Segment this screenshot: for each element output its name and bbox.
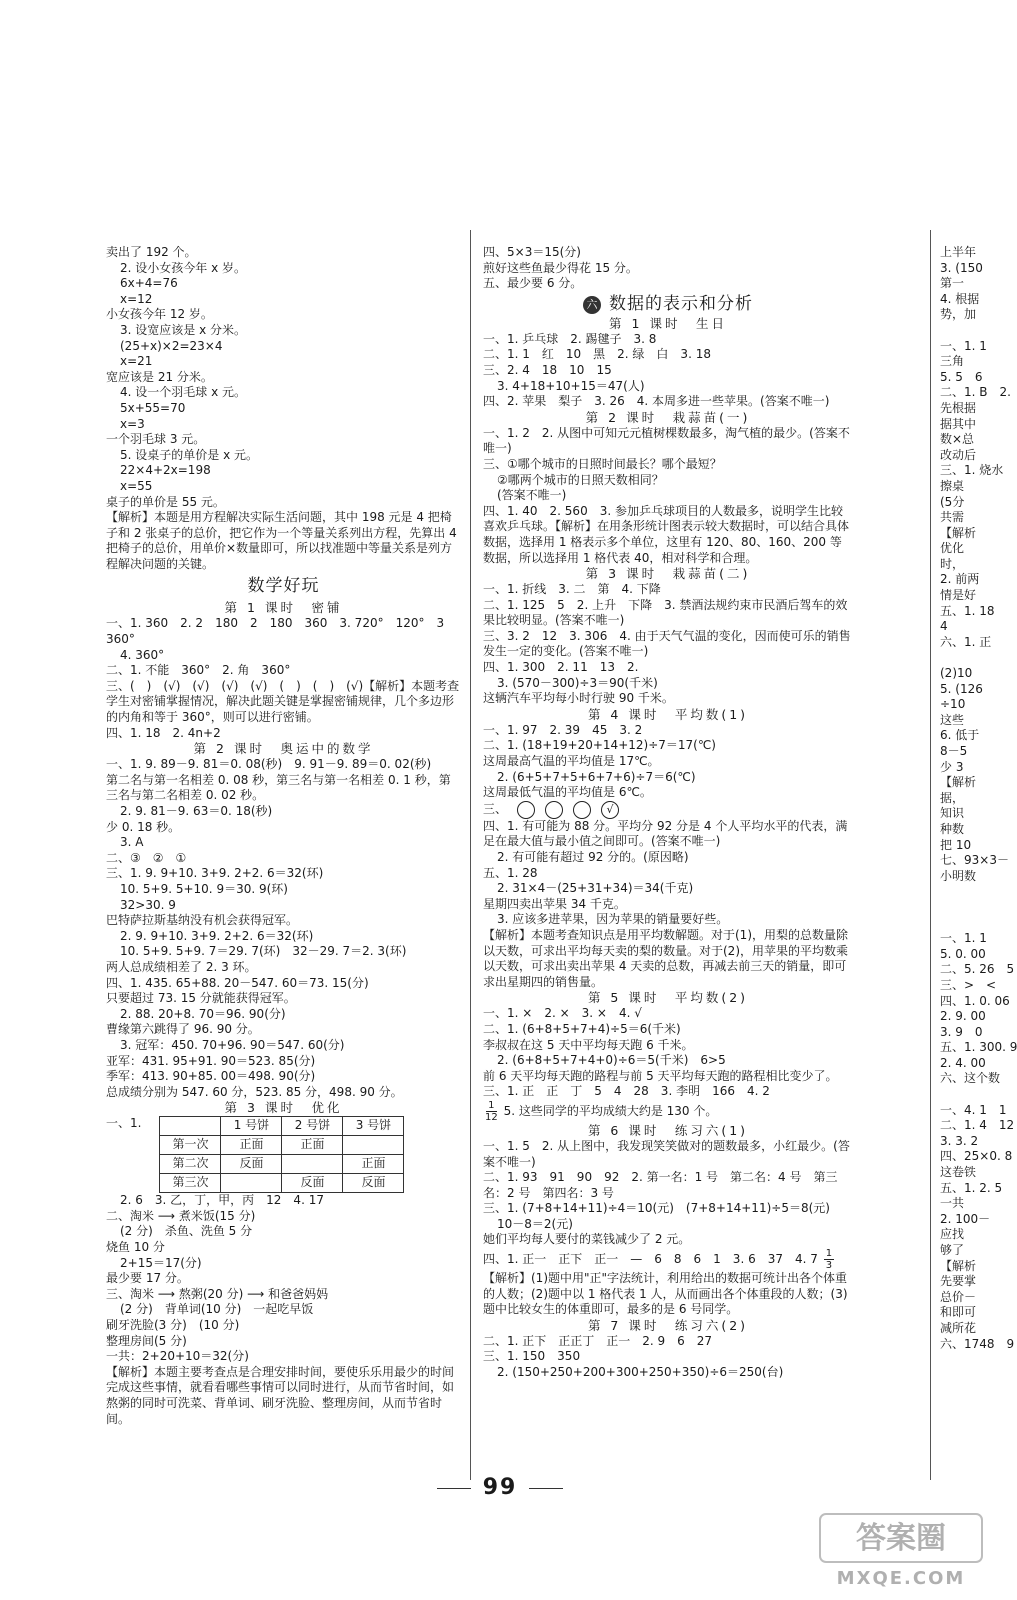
table-cell bbox=[160, 1117, 221, 1136]
text-line: x=21 bbox=[120, 354, 153, 369]
text-line: 四、1. 40 2. 560 3. 参加乒乓球项目的人数最多，说明学生比较喜欢乒乓球。【解析】在用条形统计图表示较大数据时，可以结合具体数据，选择用 1 格表示多个单位，这里有 120、80、160、200 等数据，所以选择用 1 格代表 40，相对科学和合理。 bbox=[483, 503, 850, 565]
text-line: 这周最高气温的平均值是 17℃。 bbox=[483, 754, 660, 769]
text-line: 2. 9. 81－9. 63＝0. 18(秒) bbox=[120, 804, 273, 818]
text-line: 三、> < bbox=[940, 977, 997, 992]
table-cell: 正面 bbox=[282, 1136, 343, 1155]
text-line: 4 bbox=[940, 619, 948, 634]
page-number-value: 99 bbox=[482, 1475, 518, 1500]
unit-title: 数据的表示和分析 bbox=[609, 293, 753, 314]
tally-line-text: 四、1. 正一 正下 正一 — 6 8 6 1 3. 6 37 4. 7 bbox=[483, 1252, 818, 1267]
text-line: 二、③ ② ① bbox=[106, 850, 187, 865]
text-line: 煎好这些鱼最少得花 15 分。 bbox=[483, 260, 638, 275]
text-line: 星期四卖出苹果 34 千克。 bbox=[483, 896, 626, 911]
text-line: 少 0. 18 秒。 bbox=[106, 819, 181, 834]
text-line: 五、1. 28 bbox=[483, 865, 538, 880]
text-line: 时， bbox=[940, 556, 965, 571]
text-line: 一、1. × 2. × 3. × 4. √ bbox=[483, 1006, 642, 1021]
text-line: 第一 bbox=[940, 276, 965, 291]
middle-block-average-1-rest bbox=[483, 819, 853, 991]
text-line: 最少要 17 分。 bbox=[106, 1271, 189, 1286]
lesson-title-optimization: 第 3 课时 优化 bbox=[224, 1100, 343, 1116]
text-line: 三、1. (7+8+14+11)÷4＝10(元) (7+8+14+11)÷5＝8(元) bbox=[483, 1201, 830, 1216]
text-line: ÷10 bbox=[940, 697, 966, 712]
middle-block-average-1 bbox=[483, 723, 853, 801]
text-line: 2. 6 3. 乙，丁，甲，丙 12 4. 17 bbox=[120, 1193, 324, 1208]
lesson-title-average-2: 第 5 课时 平均数(2) bbox=[587, 990, 749, 1006]
text-line: 5x+55=70 bbox=[120, 400, 186, 415]
text-line: 4. 360° bbox=[120, 647, 165, 662]
text-line: 2. 100－ bbox=[940, 1211, 991, 1226]
table-cell: 反面 bbox=[221, 1155, 282, 1174]
coin-flip-table bbox=[159, 1116, 404, 1193]
text-line: 四、2. 苹果 梨子 3. 26 4. 本周多进一些苹果。(答案不唯一) bbox=[483, 394, 830, 409]
text-line: 2. 前两 bbox=[940, 572, 980, 587]
table-cell: 正面 bbox=[221, 1136, 282, 1155]
text-line: 5. (126 bbox=[940, 681, 983, 696]
text-line: 一、1. 折线 3. 二 第 4. 下降 bbox=[483, 582, 661, 597]
text-line: ②哪两个城市的日照天数相同？ bbox=[497, 472, 664, 487]
text-line: 六、1748 9 bbox=[940, 1336, 1015, 1351]
middle-block-intro bbox=[483, 245, 853, 292]
text-line: 共需 bbox=[940, 510, 965, 525]
text-line: 5. 0. 00 bbox=[940, 946, 986, 961]
text-line: 优化 bbox=[940, 541, 965, 556]
text-line: 季军：413. 90+85. 00＝498. 90(分) bbox=[106, 1069, 316, 1084]
text-line: 22×4+2x=198 bbox=[120, 463, 211, 478]
text-line: 七、93×3－ bbox=[940, 853, 1009, 868]
text-line: 这辆汽车平均每小时行驶 90 千米。 bbox=[483, 691, 674, 706]
middle-block-garlic-2 bbox=[483, 582, 853, 707]
text-line: 【解析 bbox=[940, 525, 977, 540]
text-line: 二、淘米 ⟶ 煮米饭(15 分) bbox=[106, 1208, 256, 1223]
table-cell: 3 号饼 bbox=[343, 1117, 404, 1136]
table-row bbox=[160, 1174, 404, 1193]
lesson-title-tessellation: 第 1 课时 密铺 bbox=[224, 600, 343, 616]
text-line: 小女孩今年 12 岁。 bbox=[106, 307, 213, 322]
table-cell: 1 号饼 bbox=[221, 1117, 282, 1136]
text-line bbox=[940, 884, 1000, 900]
text-line: 2. 有可能有超过 92 分的。(原因略) bbox=[497, 850, 689, 864]
left-column bbox=[106, 245, 461, 1427]
text-line: 2. 88. 20+8. 70＝96. 90(分) bbox=[120, 1006, 286, 1021]
text-line: 一、1. 360 2. 2 180 2 180 360 3. 720° 120° 3 360° bbox=[106, 616, 457, 647]
text-line: 三、1. 烧水 bbox=[940, 463, 1004, 478]
text-line: x=12 bbox=[120, 291, 153, 306]
text-line: 一、4. 1 1 bbox=[940, 1102, 1007, 1117]
text-line: 三、淘米 ⟶ 熬粥(20 分) ⟶ 和爸爸妈妈 bbox=[106, 1286, 329, 1301]
answer-circles bbox=[483, 801, 853, 819]
text-line: 三、2. 4 18 10 15 bbox=[483, 362, 612, 377]
text-line: 四、1. 0. 06 bbox=[940, 993, 1010, 1008]
text-line: (25+x)×2=23×4 bbox=[120, 338, 223, 353]
text-line: 应找 bbox=[940, 1227, 965, 1242]
fraction-line-text: 5. 这些同学的平均成绩大约是 130 个。 bbox=[503, 1103, 718, 1118]
right-column-cropped bbox=[940, 245, 1017, 1352]
text-line: 李叔叔在这 5 天中平均每天跑 6 千米。 bbox=[483, 1037, 694, 1052]
text-line: 四、1. 有可能为 88 分。平均分 92 分是 4 个人平均水平的代表，满足在最大值与最小值之间即可。(答案不唯一) bbox=[483, 818, 848, 849]
page-number bbox=[0, 1475, 1000, 1500]
fraction bbox=[824, 1248, 834, 1271]
text-line: (2)10 bbox=[940, 666, 973, 681]
text-line: 擦桌 bbox=[940, 478, 965, 493]
table-row bbox=[160, 1117, 404, 1136]
lesson-title-practice-2: 第 7 课时 练习六(2) bbox=[587, 1317, 749, 1333]
middle-block-birthday bbox=[483, 332, 853, 410]
text-line: 三、①哪个城市的日照时间最长？哪个最短？ bbox=[483, 456, 722, 471]
text-line: 一、1. 1 bbox=[940, 338, 987, 353]
text-line: 【解析】本题是用方程解决实际生活问题，其中 198 元是 4 把椅子和 2 张桌子的总价，把它作为一个等量关系列出方程，先算出 4 把椅子的总价，用单价×数量即可，所以找准题中等量关系是列方程解决问题的关键。 bbox=[106, 510, 457, 571]
text-line: 六、这个数 bbox=[940, 1071, 1001, 1086]
table-row bbox=[160, 1155, 404, 1174]
table-cell: 反面 bbox=[343, 1174, 404, 1193]
answer-circle-checked: √ bbox=[601, 801, 619, 819]
text-line: 6x+4=76 bbox=[120, 276, 178, 291]
middle-block-garlic-1 bbox=[483, 426, 853, 566]
text-line: 10－8＝2(元) bbox=[497, 1216, 573, 1231]
text-line: 她们平均每人要付的菜钱减少了 2 元。 bbox=[483, 1232, 691, 1247]
text-line: 卖出了 192 个。 bbox=[106, 245, 197, 259]
lesson-title-practice-1: 第 6 课时 练习六(1) bbox=[587, 1122, 749, 1138]
text-line: 2. 9. 9+10. 3+9. 2+2. 6＝32(环) bbox=[120, 928, 314, 943]
text-line: 把 10 bbox=[940, 837, 972, 852]
unit-header bbox=[483, 293, 853, 314]
text-line: 三角 bbox=[940, 354, 965, 369]
text-line: 10. 5+9. 5+10. 9＝30. 9(环) bbox=[120, 881, 288, 896]
text-line: 10. 5+9. 5+9. 7＝29. 7(环) 32－29. 7＝2. 3(环) bbox=[120, 944, 407, 959]
text-line: 先根据 bbox=[940, 400, 977, 415]
table-cell bbox=[282, 1155, 343, 1174]
text-line: (2 分) 杀鱼、洗鱼 5 分 bbox=[120, 1224, 253, 1239]
text-line: 三、1. 正 正 丁 5 4 28 3. 李明 166 4. 2 bbox=[483, 1084, 770, 1099]
text-line: 3. 冠军：450. 70+96. 90＝547. 60(分) bbox=[120, 1037, 345, 1052]
text-line: 知识 bbox=[940, 806, 965, 821]
text-line: 五、1. 18 bbox=[940, 603, 995, 618]
middle-column bbox=[483, 245, 853, 1381]
text-line: 5. 设桌子的单价是 x 元。 bbox=[120, 447, 258, 462]
text-line: 小明数 bbox=[940, 868, 977, 883]
fraction-denominator: 3 bbox=[825, 1260, 833, 1272]
text-line: 【解析】本题考查知识点是用平均数解题。对于(1)，用梨的总数量除以天数，可求出平均每天卖的梨的数量。对于(2)，用苹果的平均数乘以天数，可求出卖出苹果 4 天卖的总数，再减去前三天的销量，即可求出星期四的销售量。 bbox=[483, 927, 849, 989]
text-line: 四、1. 18 2. 4n+2 bbox=[106, 725, 221, 740]
text-line: 这周最低气温的平均值是 6℃。 bbox=[483, 785, 652, 800]
text-line: 四、25×0. 8 bbox=[940, 1149, 1013, 1164]
answer-circle bbox=[545, 801, 563, 819]
text-line: 3. 设宽应该是 x 分米。 bbox=[120, 322, 246, 337]
text-line: 三、3. 2 12 3. 306 4. 由于天气气温的变化，因而使可乐的销售发生一定的变化。(答案不唯一) bbox=[483, 628, 851, 659]
coin-table-wrap bbox=[106, 1116, 461, 1193]
text-line: 2+15＝17(分) bbox=[120, 1255, 202, 1270]
text-line: 3. A bbox=[120, 835, 144, 850]
fraction-numerator: 1 bbox=[488, 1099, 495, 1111]
tally-line bbox=[483, 1248, 853, 1271]
text-line: 5. 5 6 bbox=[940, 369, 983, 384]
text-line: 二、1. 不能 360° 2. 角 360° bbox=[106, 663, 291, 678]
text-line: 这些 bbox=[940, 712, 965, 727]
lesson-title-garlic-2: 第 3 课时 栽蒜苗(二) bbox=[585, 566, 751, 582]
text-line: 一、1. 5 2. 从上图中，我发现笑笑做对的题数最多，小红最少。(答案不唯一) bbox=[483, 1138, 850, 1169]
middle-block-average-2 bbox=[483, 1006, 853, 1100]
text-line: 2. 设小女孩今年 x 岁。 bbox=[120, 260, 246, 275]
text-line: 烧鱼 10 分 bbox=[106, 1240, 165, 1255]
table-cell: 2 号饼 bbox=[282, 1117, 343, 1136]
middle-block-practice-1-analysis bbox=[483, 1271, 853, 1318]
text-line: 二、1. (6+8+5+7+4)÷5＝6(千米) bbox=[483, 1021, 681, 1036]
text-line: 二、1. B 2. bbox=[940, 385, 1011, 400]
text-line: 一个羽毛球 3 元。 bbox=[106, 432, 206, 447]
text-line: 四、1. 435. 65+88. 20－547. 60＝73. 15(分) bbox=[106, 975, 369, 990]
answer-circle bbox=[517, 801, 535, 819]
watermark-text: 答案圈 bbox=[856, 1521, 946, 1556]
text-line: 32>30. 9 bbox=[120, 897, 176, 912]
text-line: 2. (150+250+200+300+250+350)÷6＝250(台) bbox=[497, 1365, 784, 1380]
table-cell bbox=[221, 1174, 282, 1193]
text-line: 数×总 bbox=[940, 432, 975, 447]
text-line: 二、1. 1 红 10 黑 2. 绿 白 3. 18 bbox=[483, 347, 711, 362]
text-line: 2. 9. 00 bbox=[940, 1009, 986, 1024]
text-line: x=3 bbox=[120, 416, 145, 431]
text-line: 2. 31×4－(25+31+34)＝34(千克) bbox=[497, 881, 694, 896]
text-line: 2. (6+8+5+7+4+0)÷6＝5(千米) 6>5 bbox=[497, 1053, 726, 1068]
text-line: 4. 设一个羽毛球 x 元。 bbox=[120, 385, 246, 400]
text-line: x=55 bbox=[120, 478, 153, 493]
table-cell: 反面 bbox=[282, 1174, 343, 1193]
middle-block-practice-2 bbox=[483, 1334, 853, 1381]
text-line: 3. 应该多进苹果，因为苹果的销量要好些。 bbox=[497, 912, 729, 927]
lesson-title-olympics: 第 2 课时 奥运中的数学 bbox=[193, 741, 374, 757]
text-line bbox=[940, 1087, 1000, 1103]
section-title-math-fun: 数学好玩 bbox=[247, 576, 320, 597]
left-block-time-planning bbox=[106, 1193, 461, 1427]
text-line: 【解析】(1)题中用"正"字法统计，利用给出的数据可统计出各个体重的人数；(2)题中以 1 格代表 1 人，从而画出各个体重段的人数；(3)题中比较女生的体重即可，最多的是 6 号同学。 bbox=[483, 1271, 848, 1317]
text-line: 亚军：431. 95+91. 90＝523. 85(分) bbox=[106, 1053, 316, 1068]
left-block-olympics bbox=[106, 757, 461, 1100]
text-line: 二、1. 125 5 2. 上升 下降 3. 禁酒法规约束市民酒后驾车的效果比较明显。(答案不唯一) bbox=[483, 597, 848, 628]
text-line: 总价－ bbox=[940, 1289, 977, 1304]
text-line: 二、1. 4 12 bbox=[940, 1118, 1015, 1133]
text-line: 刷牙洗脸(3 分) (10 分) bbox=[106, 1318, 240, 1333]
text-line: 4. 根据 bbox=[940, 291, 980, 306]
text-line: 一、1. 2 2. 从图中可知元元植树棵数最多，淘气植的最少。(答案不唯一) bbox=[483, 425, 850, 456]
text-line: 减所花 bbox=[940, 1320, 977, 1335]
right-block bbox=[940, 245, 1017, 1352]
column-divider bbox=[930, 230, 931, 1480]
text-line: 2. (6+5+7+5+6+7+6)÷7＝6(℃) bbox=[497, 769, 696, 784]
text-line: 上半年 bbox=[940, 245, 977, 259]
text-line bbox=[940, 323, 1000, 339]
text-line: 桌子的单价是 55 元。 bbox=[106, 494, 225, 509]
text-line: (2 分) 背单词(10 分) 一起吃早饭 bbox=[120, 1302, 314, 1317]
page-number-dash bbox=[437, 1488, 471, 1489]
text-line: 五、1. 300. 9 bbox=[940, 1040, 1017, 1055]
text-line: 三、1. 150 350 bbox=[483, 1349, 581, 1364]
text-line: 够了 bbox=[940, 1243, 965, 1257]
text-line: 四、5×3＝15(分) bbox=[483, 245, 581, 259]
text-line: 【解析】本题主要考查点是合理安排时间，要使乐乐用最少的时间完成这些事情，就看看哪些事情可以同时进行，从而节省时间，如熬粥的同时可洗菜、背单词、刷牙洗脸、整理房间，从而节省时间。 bbox=[106, 1364, 455, 1426]
text-line: 二、5. 26 5 bbox=[940, 962, 1015, 977]
answer-circle bbox=[573, 801, 591, 819]
text-line: 一、1. 乒乓球 2. 踢毽子 3. 8 bbox=[483, 331, 657, 346]
page-number-dash bbox=[529, 1488, 563, 1489]
middle-block-practice-1 bbox=[483, 1139, 853, 1248]
text-line: 曹缘第六跳得了 96. 90 分。 bbox=[106, 1022, 260, 1037]
watermark-logo bbox=[816, 1510, 986, 1592]
text-line: 这卷铁 bbox=[940, 1165, 977, 1180]
unit-badge: 六 bbox=[583, 296, 601, 314]
table-cell bbox=[343, 1136, 404, 1155]
text-line: 8－5 bbox=[940, 744, 968, 758]
text-line: 二、1. (18+19+20+14+12)÷7＝17(℃) bbox=[483, 738, 716, 753]
circles-prefix: 三、 bbox=[483, 802, 508, 817]
table-cell: 第三次 bbox=[160, 1174, 221, 1193]
left-block-tessellation bbox=[106, 616, 461, 741]
table-cell: 第一次 bbox=[160, 1136, 221, 1155]
text-line: 一共：2+20+10＝32(分) bbox=[106, 1349, 249, 1364]
fraction-line bbox=[483, 1100, 853, 1123]
lesson-title-average-1: 第 4 课时 平均数(1) bbox=[587, 706, 749, 722]
text-line: 一、1. 9. 89－9. 81＝0. 08(秒) 9. 91－9. 89＝0. 02(秒) bbox=[106, 757, 432, 772]
text-line: 改动后 bbox=[940, 447, 977, 462]
text-line: 五、最少要 6 分。 bbox=[483, 276, 583, 291]
text-line: 据， bbox=[940, 790, 965, 805]
text-line bbox=[940, 916, 1000, 932]
text-line: 宽应该是 21 分米。 bbox=[106, 369, 213, 384]
text-line: 整理房间(5 分) bbox=[106, 1333, 187, 1348]
text-line: 少 3 bbox=[940, 759, 964, 774]
lesson-title-garlic-1: 第 2 课时 栽蒜苗(一) bbox=[585, 409, 751, 425]
table-cell: 正面 bbox=[343, 1155, 404, 1174]
text-line: 一共 bbox=[940, 1196, 965, 1211]
text-line: 2. 4. 00 bbox=[940, 1055, 986, 1070]
text-line: 四、1. 300 2. 11 13 2. bbox=[483, 660, 639, 675]
column-divider bbox=[470, 230, 471, 1480]
text-line: 先要掌 bbox=[940, 1274, 977, 1289]
text-line: 一、1. 97 2. 39 45 3. 2 bbox=[483, 722, 643, 737]
fraction-denominator: 12 bbox=[485, 1111, 498, 1123]
text-line: 种数 bbox=[940, 821, 965, 836]
text-line bbox=[940, 900, 1000, 916]
text-line: 三、( ) (√) (√) (√) (√) ( ) ( ) (√)【解析】本题考查学生对密铺掌握情况，解决此题关键是掌握密铺规律，几个多边形的内角和等于 360°，则可以进行密铺。 bbox=[106, 678, 460, 725]
text-line: 巴特萨拉斯基纳没有机会获得冠军。 bbox=[106, 913, 299, 928]
text-line: 3. 9 0 bbox=[940, 1024, 983, 1039]
text-line: 总成绩分别为 547. 60 分，523. 85 分，498. 90 分。 bbox=[106, 1084, 403, 1099]
text-line: 三、1. 9. 9+10. 3+9. 2+2. 6＝32(环) bbox=[106, 866, 324, 881]
text-line: 3. (150 bbox=[940, 260, 983, 275]
fraction-numerator: 1 bbox=[825, 1248, 833, 1260]
text-line: 据其中 bbox=[940, 416, 977, 431]
text-line: 3. 3. 2 bbox=[940, 1133, 979, 1148]
text-line: 和即可 bbox=[940, 1305, 977, 1320]
left-block-equations bbox=[106, 245, 461, 572]
table-cell: 第二次 bbox=[160, 1155, 221, 1174]
text-line: 情是好 bbox=[940, 588, 977, 603]
text-line: (5分 bbox=[940, 494, 965, 509]
coin-table-prefix: 一、1. bbox=[106, 1116, 142, 1131]
lesson-title-birthday: 第 1 课时 生日 bbox=[609, 315, 727, 331]
text-line: 二、1. 93 91 90 92 2. 第一名：1 号 第二名：4 号 第三名：2 号 第四名：3 号 bbox=[483, 1170, 838, 1200]
text-line: 五、1. 2. 5 bbox=[940, 1180, 1003, 1195]
text-line: (答案不唯一) bbox=[497, 488, 567, 503]
text-line: 只要超过 73. 15 分就能获得冠军。 bbox=[106, 991, 296, 1006]
watermark-url: MXQE.COM bbox=[836, 1568, 966, 1589]
text-line: 前 6 天平均每天跑的路程与前 5 天平均每天跑的路程相比变少了。 bbox=[483, 1068, 838, 1083]
text-line: 六、1. 正 bbox=[940, 634, 992, 649]
text-line: 【解析 bbox=[940, 775, 977, 790]
table-row bbox=[160, 1136, 404, 1155]
fraction bbox=[485, 1100, 498, 1123]
text-line: 二、1. 正下 正正丁 正一 2. 9 6 27 bbox=[483, 1333, 713, 1348]
text-line: 3. (570－300)÷3＝90(千米) bbox=[497, 675, 658, 690]
text-line: 两人总成绩相差了 2. 3 环。 bbox=[106, 959, 257, 974]
text-line bbox=[940, 650, 1000, 666]
text-line: 势，加 bbox=[940, 307, 977, 322]
text-line: 【解析 bbox=[940, 1258, 977, 1273]
text-line: 第二名与第一名相差 0. 08 秒，第三名与第一名相差 0. 1 秒，第三名与第二名相差 0. 02 秒。 bbox=[106, 772, 451, 803]
text-line: 一、1. 1 bbox=[940, 931, 987, 946]
text-line: 6. 低于 bbox=[940, 728, 980, 743]
text-line: 3. 4+18+10+15＝47(人) bbox=[497, 378, 645, 393]
